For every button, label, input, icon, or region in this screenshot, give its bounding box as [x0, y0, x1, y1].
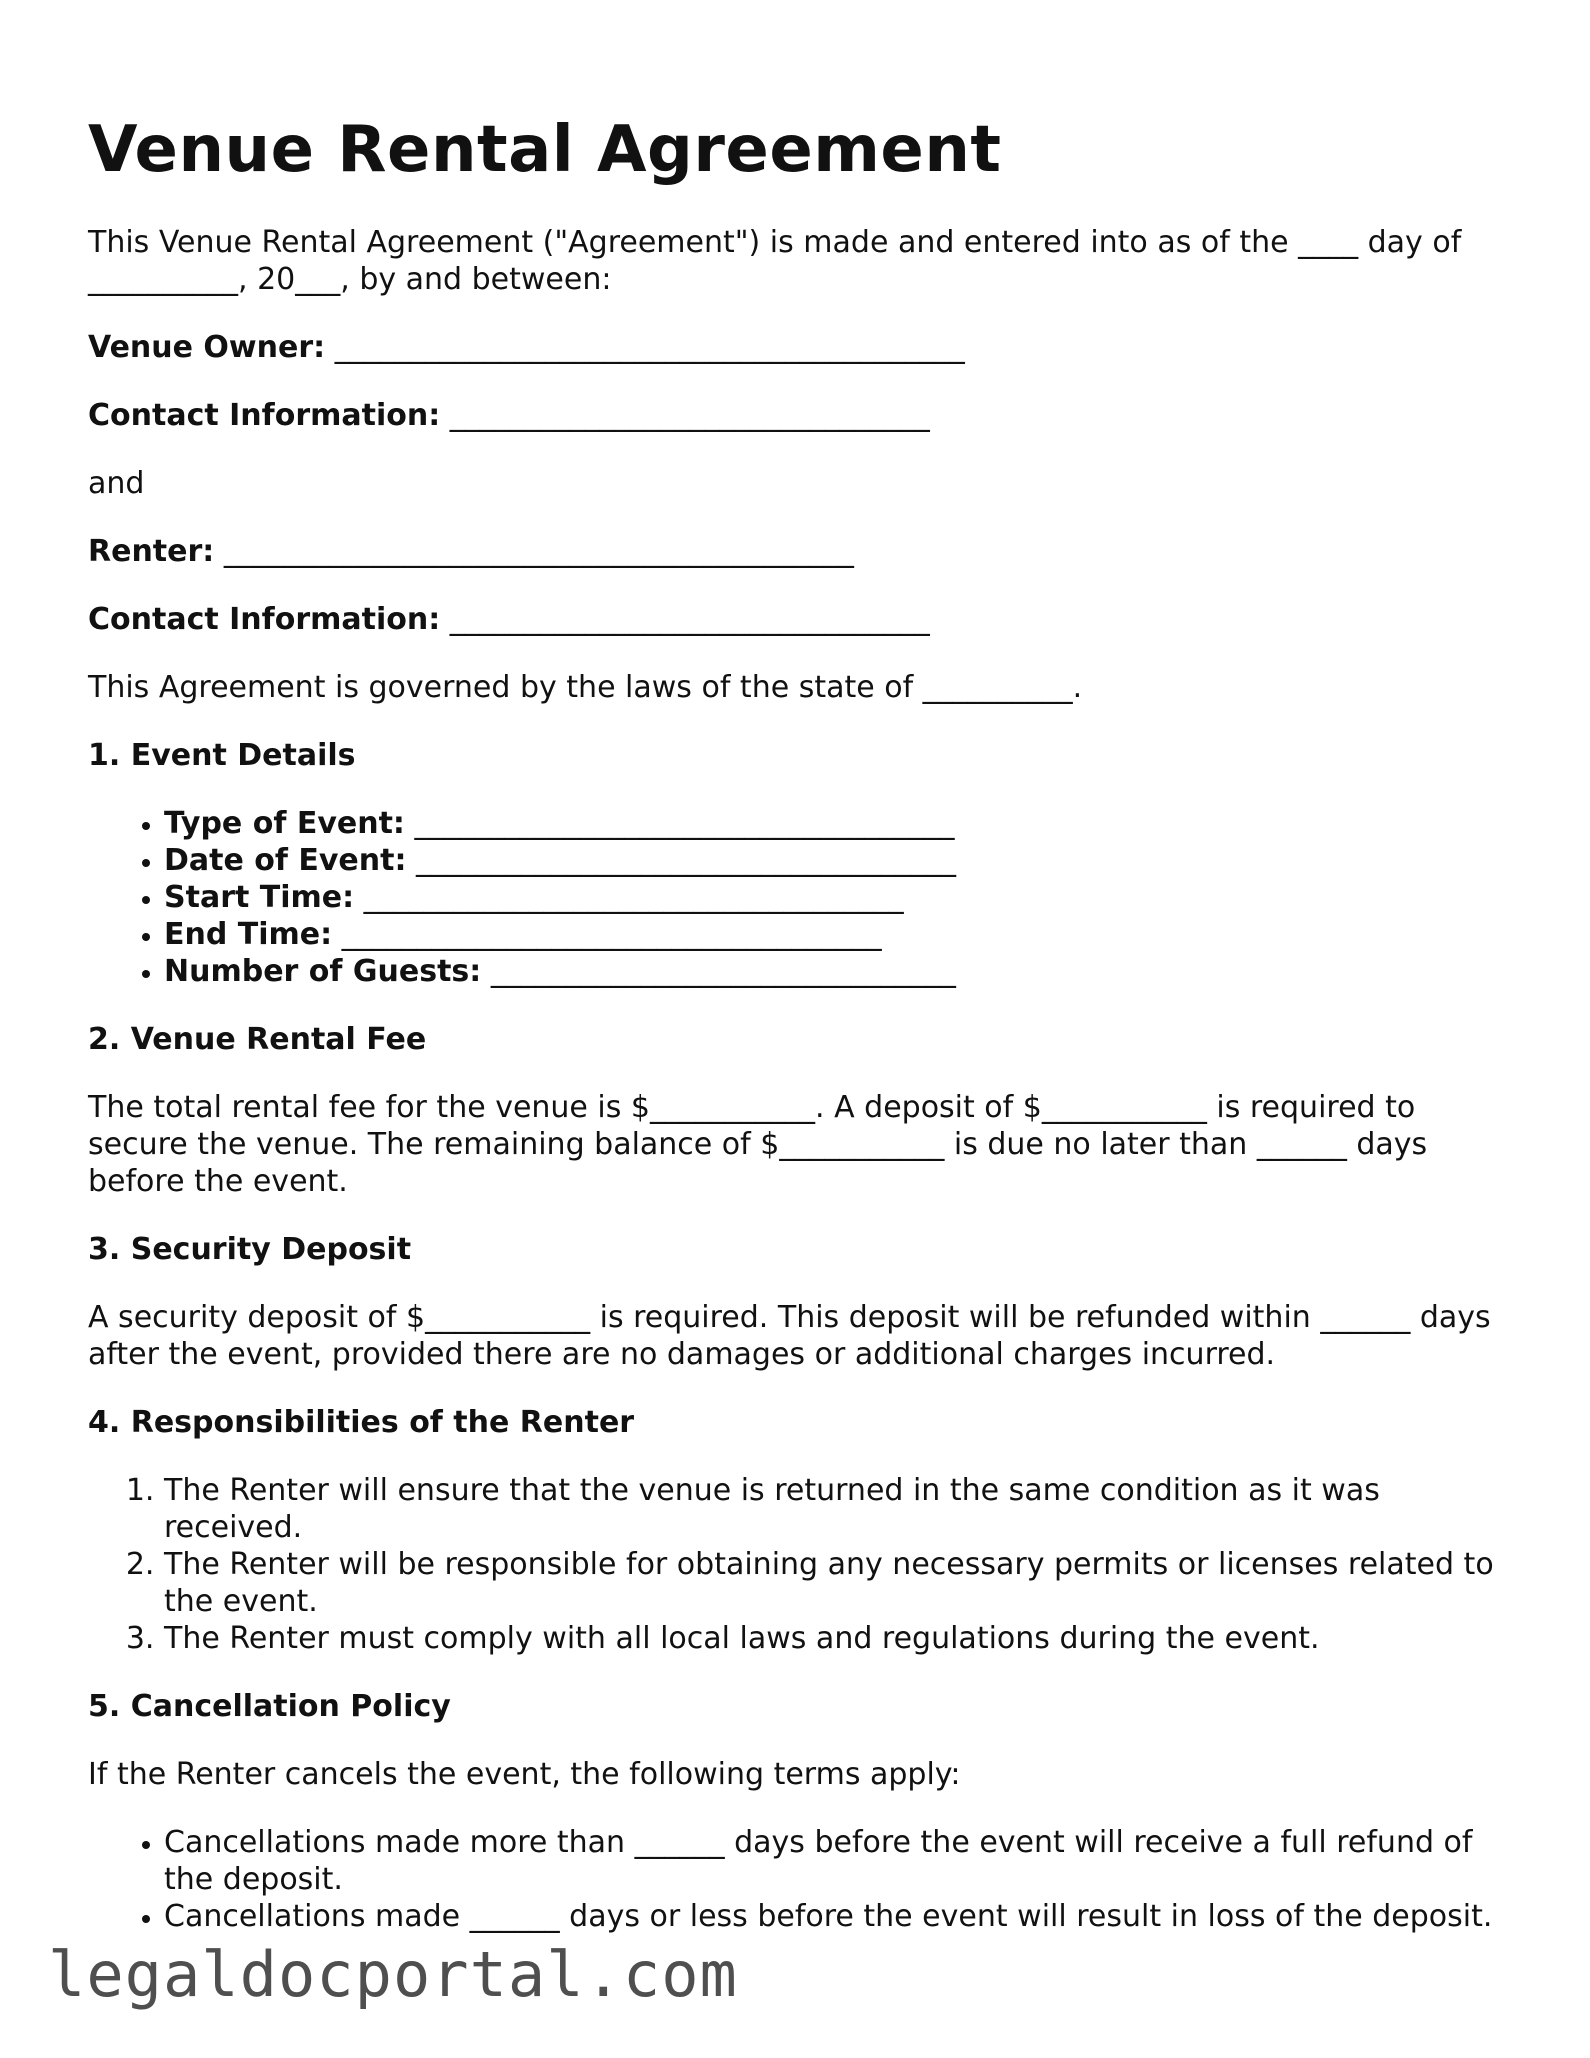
number-of-guests-blank: _______________________________ [490, 954, 956, 989]
intro-paragraph: This Venue Rental Agreement ("Agreement") is made and entered into as of the ____ day of __________, 20___, by and between: [88, 225, 1462, 297]
renter-contact-line [88, 601, 1508, 638]
owner-line [88, 329, 1508, 366]
document-title: Venue Rental Agreement [88, 113, 1002, 187]
section-4-heading: 4. Responsibilities of the Renter [88, 1405, 635, 1440]
type-of-event-label: Type of Event: [164, 806, 405, 841]
renter-contact-blank: ________________________________ [449, 602, 930, 637]
owner-blank: __________________________________________ [334, 330, 965, 365]
start-time-label: Start Time: [164, 880, 355, 915]
end-time-blank: ____________________________________ [341, 917, 882, 952]
owner-contact-blank: ________________________________ [449, 398, 930, 433]
list-item [164, 916, 1508, 953]
list-item [164, 953, 1508, 990]
security-deposit-paragraph: A security deposit of $___________ is required. This deposit will be refunded within ______ days after the event, provided there are no damages or additional charges incurred. [88, 1300, 1491, 1372]
renter-line [88, 533, 1508, 570]
renter-contact-label: Contact Information: [88, 602, 441, 637]
list-item [164, 842, 1508, 879]
rental-fee-paragraph: The total rental fee for the venue is $___________. A deposit of $___________ is required to secure the venue. The remaining balance of $___________ is due no later than ______ days before the event. [88, 1090, 1428, 1199]
list-item [164, 805, 1508, 842]
owner-label: Venue Owner: [88, 330, 326, 365]
date-of-event-label: Date of Event: [164, 843, 407, 878]
renter-blank: __________________________________________ [223, 534, 854, 569]
watermark: legaldocportal.com [48, 1938, 738, 2011]
renter-label: Renter: [88, 534, 215, 569]
list-item: 2. The Renter will be responsible for obtaining any necessary permits or licenses related to the event. [164, 1546, 1508, 1620]
section-3-heading: 3. Security Deposit [88, 1232, 412, 1267]
number-of-guests-label: Number of Guests: [164, 954, 482, 989]
list-item: 1. The Renter will ensure that the venue is returned in the same condition as it was received. [164, 1472, 1508, 1546]
section-2-heading: 2. Venue Rental Fee [88, 1022, 427, 1057]
end-time-label: End Time: [164, 917, 333, 952]
section-5-heading: 5. Cancellation Policy [88, 1689, 451, 1724]
start-time-blank: ____________________________________ [363, 880, 904, 915]
owner-contact-line [88, 397, 1508, 434]
list-item: • Cancellations made ______ days or less before the event will result in loss of the deposit. [164, 1898, 1508, 1935]
event-details-list [88, 805, 1508, 990]
governing-law-paragraph: This Agreement is governed by the laws of the state of __________. [88, 670, 1083, 705]
owner-contact-label: Contact Information: [88, 398, 441, 433]
responsibilities-list [88, 1472, 1508, 1657]
section-1-heading: 1. Event Details [88, 738, 356, 773]
and-text: and [88, 466, 145, 501]
list-item: • Cancellations made more than ______ days before the event will receive a full refund of the deposit. [164, 1824, 1508, 1898]
cancellation-list [88, 1824, 1508, 1935]
list-item: 3. The Renter must comply with all local laws and regulations during the event. [164, 1620, 1508, 1657]
document-page [88, 110, 1508, 1966]
list-item [164, 879, 1508, 916]
date-of-event-blank: ____________________________________ [416, 843, 957, 878]
type-of-event-blank: ____________________________________ [414, 806, 955, 841]
cancellation-intro: If the Renter cancels the event, the following terms apply: [88, 1757, 961, 1792]
